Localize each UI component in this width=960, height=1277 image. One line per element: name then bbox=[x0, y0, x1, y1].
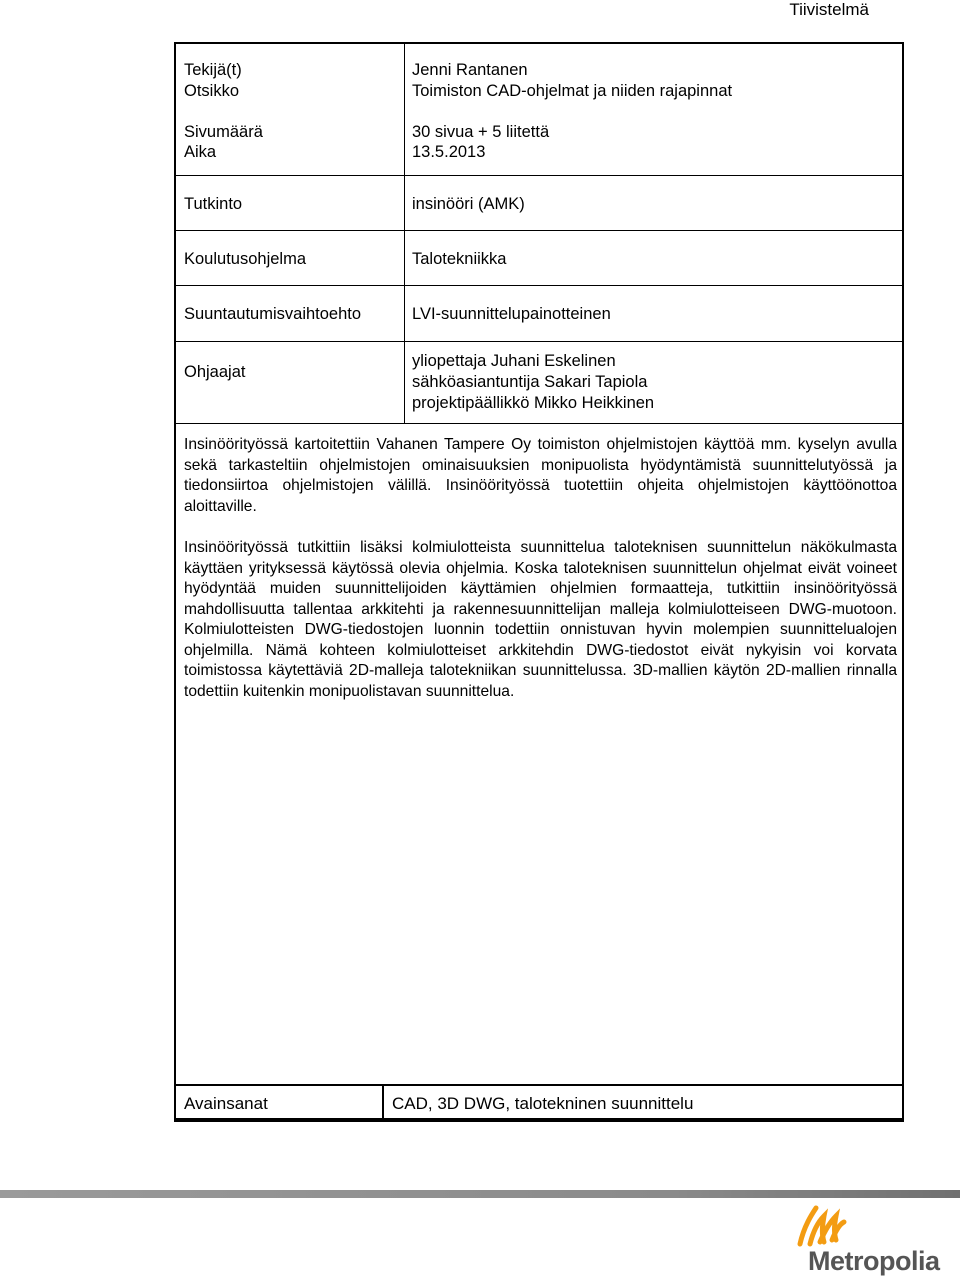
info-row-supervisors bbox=[176, 342, 902, 424]
supervisor-1: yliopettaja Juhani Eskelinen bbox=[412, 352, 616, 370]
specialisation-label: Suuntautumisvaihtoehto bbox=[184, 305, 362, 323]
supervisor-2: sähköasiantuntija Sakari Tapiola bbox=[412, 373, 648, 391]
title-value: Toimiston CAD-ohjelmat ja niiden rajapinnat bbox=[412, 82, 733, 100]
program-label: Koulutusohjelma bbox=[184, 250, 306, 268]
keywords-value: CAD, 3D DWG, talotekninen suunnittelu bbox=[392, 1094, 694, 1113]
degree-value: insinööri (AMK) bbox=[412, 195, 525, 213]
degree-label: Tutkinto bbox=[184, 195, 243, 213]
info-row-specialisation bbox=[176, 286, 902, 342]
abstract-paragraph-2: Insinöörityössä tutkittiin lisäksi kolmiulotteista suunnittelua taloteknisen suunnittelun näkökulmasta käyttäen yrityksessä käytössä olevia ohjelmia. Koska taloteknisen suunnittelun ohjelmat eivät voineet hyödyntää muiden suunnittelijoiden käyttämien ohjelmien formaatteja, tutkittiin insinöörityössä mahdollisuutta tallentaa arkkitehti ja rakennesuunnittelijan malleja kolmiulotteiseen DWG-muotoon. Kolmiulotteisten DWG-tiedostojen luonnin todettiin onnistuvan hyvin molempien suunnittelualojen ohjelmilla. Nämä kohteen kolmiulotteiset arkkitehdin DWG-tiedostot eivät nykyisin voi korvata toimistossa käytettäviä 2D-malleja talotekniikan suunnittelussa. 3D-mallien käytön 2D-mallien rinnalla todettiin kuitenkin monipuolistavan suunnittelua. bbox=[184, 539, 897, 700]
supervisor-3: projektipäällikkö Mikko Heikkinen bbox=[412, 394, 655, 412]
date-value: 13.5.2013 bbox=[412, 143, 486, 161]
keywords-divider bbox=[382, 1086, 384, 1120]
metropolia-logo-text: Metropolia bbox=[808, 1246, 940, 1276]
pages-label: Sivumäärä bbox=[184, 123, 263, 141]
info-row-main bbox=[176, 44, 902, 176]
supervisors-label: Ohjaajat bbox=[184, 363, 246, 381]
info-row-program bbox=[176, 231, 902, 286]
abstract-text bbox=[184, 435, 897, 723]
title-label: Otsikko bbox=[184, 82, 240, 100]
program-value: Talotekniikka bbox=[412, 250, 507, 268]
pages-value: 30 sivua + 5 liitettä bbox=[412, 123, 550, 141]
author-value: Jenni Rantanen bbox=[412, 61, 528, 79]
keywords-row bbox=[174, 1084, 904, 1122]
page-header-label: Tiivistelmä bbox=[789, 0, 869, 19]
keywords-label: Avainsanat bbox=[184, 1094, 268, 1113]
abstract-form bbox=[174, 42, 904, 1120]
info-row-degree bbox=[176, 176, 902, 231]
specialisation-value: LVI-suunnittelupainotteinen bbox=[412, 305, 611, 323]
date-label: Aika bbox=[184, 143, 217, 161]
abstract-paragraph-1: Insinöörityössä kartoitettiin Vahanen Tampere Oy toimiston ohjelmistojen käyttöä mm. kyselyn avulla sekä tarkasteltiin ohjelmistojen ominaisuuksien monipuolista hyödyntämistä suunnittelutyössä ja tiedonsiirtoa ohjelmistojen välillä. Insinöörityössä tuotettiin ohjeita ohjelmistojen käyttöönottoa aloittaville. bbox=[184, 436, 897, 515]
author-label: Tekijä(t) bbox=[184, 61, 242, 79]
